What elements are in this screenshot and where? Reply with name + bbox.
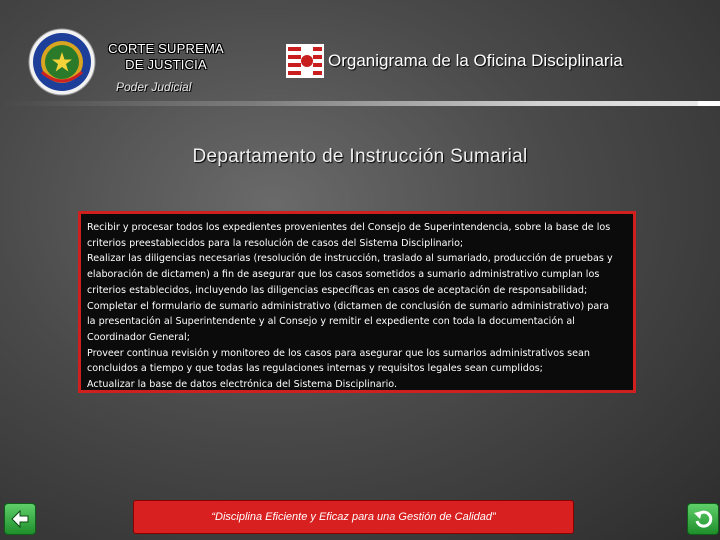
return-arrow-icon	[691, 507, 715, 531]
back-arrow-icon	[8, 507, 32, 531]
description-line: criterios establecidos, incluyendo las diligencias específicas en casos de aceptación de responsabilidad;	[87, 284, 588, 296]
description-line: Recibir y procesar todos los expedientes provenientes del Consejo de Superintendencia, sobre la base de los	[87, 222, 611, 233]
description-line: Coordinador General;	[87, 331, 190, 343]
motto-banner: “Disciplina Eficiente y Eficaz para una Gestión de Calidad”	[133, 500, 574, 534]
description-line: criterios preestablecidos para la resolución de casos del Sistema Disciplinario;	[87, 237, 464, 249]
description-line: concluidos a tiempo y que todas las regulaciones internas y requisitos legales sean cumplidos;	[87, 363, 543, 375]
court-name-text: CORTE SUPREMA DE JUSTICIA	[108, 41, 224, 72]
description-line: elaboración de dictamen) a fin de asegurar que los casos sometidos a sumario administrativo cumplan los	[87, 269, 600, 281]
functions-description	[78, 211, 636, 393]
section-title: Departamento de Instrucción Sumarial	[192, 146, 528, 167]
court-name	[100, 41, 232, 73]
description-line: Actualizar la base de datos electrónica del Sistema Disciplinario.	[87, 379, 398, 391]
header-divider	[0, 101, 720, 106]
description-line: Completar el formulario de sumario administrativo (dictamen de conclusión de sumario administrativo) para	[87, 300, 610, 312]
national-seal-icon	[28, 28, 96, 96]
description-line: Realizar las diligencias necesarias (resolución de instrucción, traslado al sumariado, producción de pruebas y	[87, 253, 613, 265]
return-button[interactable]	[687, 503, 719, 535]
branch-label: Poder Judicial	[116, 80, 192, 94]
description-line: la presentación al Superintendente y al Consejo y remitir el expediente con toda la documentación al	[87, 316, 575, 328]
description-line: Proveer continua revisión y monitoreo de los casos para asegurar que los sumarios administrativos sean	[87, 347, 590, 359]
org-chart-icon	[286, 44, 324, 78]
header-divider-cap	[698, 101, 720, 106]
page-title: Organigrama de la Oficina Disciplinaria	[328, 51, 623, 70]
back-button[interactable]	[4, 503, 36, 535]
